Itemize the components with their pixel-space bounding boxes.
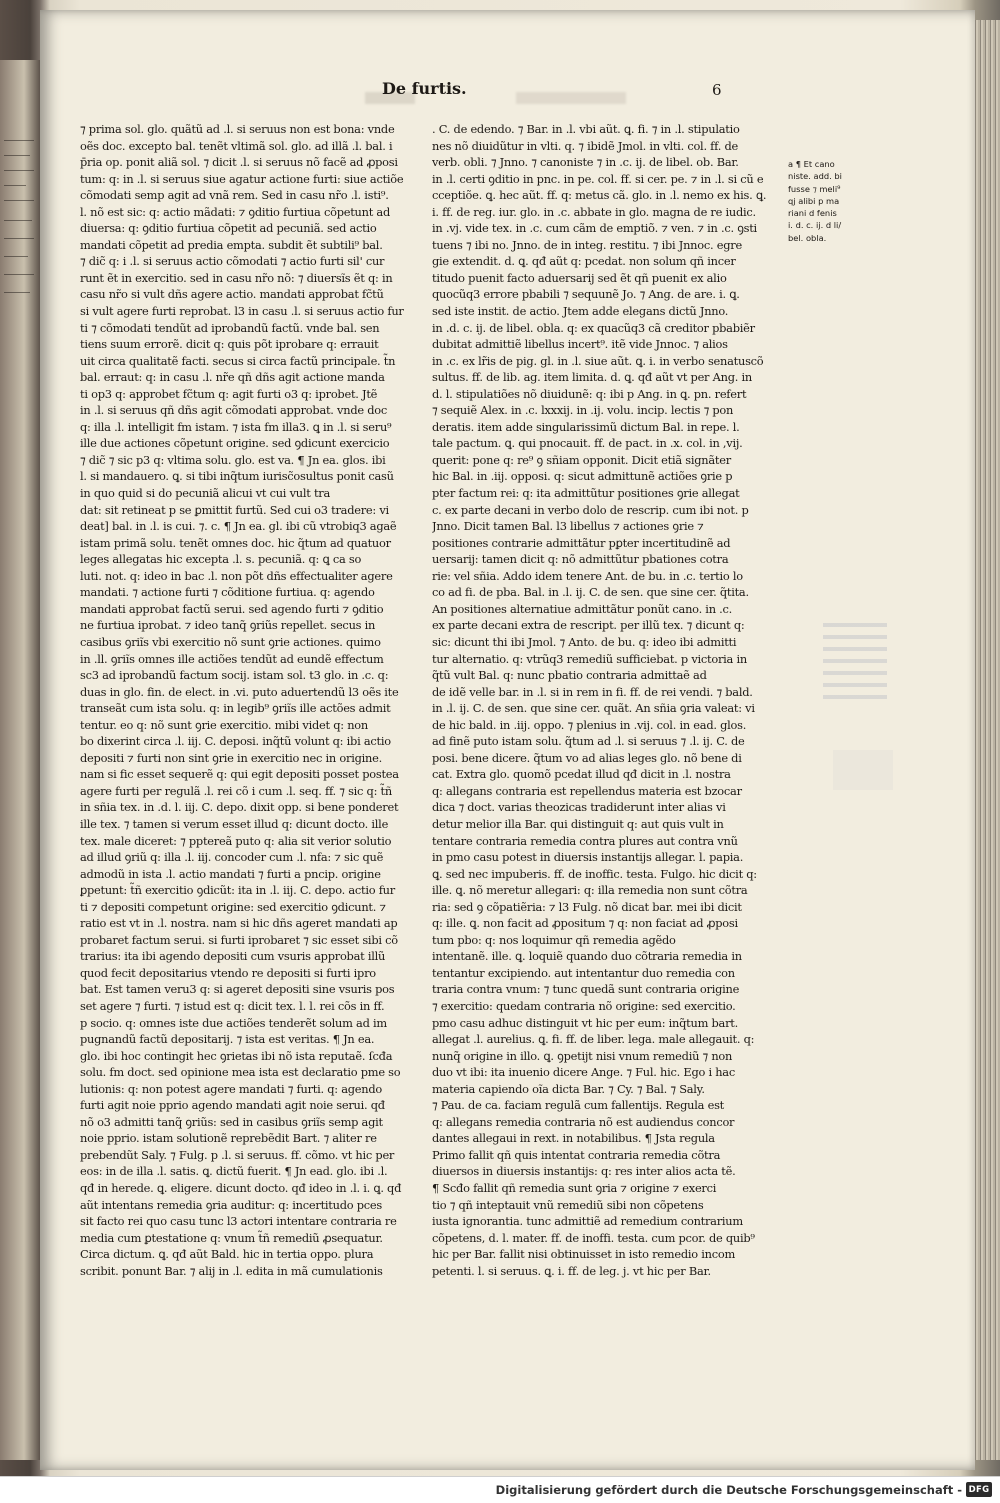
text-line: in quo quid si do pecuniã alicui vt cui vult tra (80, 486, 331, 501)
page-number: 6 (712, 81, 722, 99)
text-line: sc3 ad iprobandũ factum socij. istam sol. t3 glo. in .c. q: (80, 668, 389, 683)
text-line: nunq̃ origine in illo. ꝗ. ꝯpetijt nisi vnum remediũ ⁊ non (432, 1048, 733, 1063)
text-line: ex parte decani extra de rescript. per illũ tex. ⁊ dicunt q: (432, 618, 745, 633)
text-line: uersarij: tamen dicit q: nõ admittũtur pbationes cotra (432, 552, 729, 567)
text-line: ⁊ exercitio: quedam contraria nõ origine: sed exercitio. (432, 998, 736, 1013)
text-line: riani d fenis (788, 208, 837, 219)
text-line: scribit. ponunt Bar. ⁊ alij in .l. edita in mã cumulationis (80, 1263, 383, 1278)
text-line: aũt intentans remedia ꝯria auditur: q: incertitudo pces (80, 1197, 382, 1212)
text-line: quocũq3 errore pbabili ⁊ sequunẽ Jo. ⁊ Ang. de are. i. ꝗ. (432, 287, 740, 302)
text-line: p socio. q: omnes iste due actiões tenderẽt solum ad im (80, 1015, 387, 1030)
text-line: dantes allegaui in rext. in notabilibus. ¶ Jsta regula (432, 1131, 715, 1146)
text-column-left (80, 121, 432, 1279)
text-line: ti ⁊ depositi competunt origine: sed exercitio ꝯdicunt. ⁊ (80, 899, 386, 914)
text-line: in .l. si seruus qñ dñs agit cõmodati approbat. vnde doc (80, 403, 388, 418)
text-line: luti. not. q: ideo in bac .l. non põt dñs effectualiter agere (80, 568, 393, 583)
text-line: . C. de edendo. ⁊ Bar. in .l. vbi aũt. ꝗ. fi. ⁊ in .l. stipulatio (432, 122, 740, 136)
text-line: hic Bal. in .iij. opposi. q: sicut admittunẽ actiões ꝯrie p (432, 469, 733, 484)
marginal-note (788, 158, 842, 244)
dfg-logo: DFG (966, 1482, 992, 1497)
text-line: diuersa: q: ꝯditio furtiua cõpetit ad pecuniã. sed actio (80, 221, 377, 236)
text-line: diuersos in diuersis instantijs: q: res inter alios acta tẽ. (432, 1164, 736, 1179)
text-line: oẽs doc. excepto bal. tenẽt vltimã sol. glo. ad illã .l. bal. i (80, 138, 393, 153)
text-line: deratis. item adde singularissimũ dictum Bal. in repe. l. (432, 419, 740, 434)
text-line: positiones contrarie admittãtur pꝑter incertitudinẽ ad (432, 535, 731, 550)
text-line: nõ o3 admitti tanq̃ ꝯriũs: sed in casibus ꝯriĩs semp agit (80, 1114, 383, 1129)
text-line: in .vj. vide tex. in .c. cum cãm de emptiõ. ⁊ ven. ⁊ in .c. ꝯsti (432, 221, 757, 236)
text-line: An positiones alternatiue admittãtur ponũt cano. in .c. (432, 601, 733, 616)
text-line: l. nõ est sic: q: actio mãdati: ⁊ ꝯditio furtiua cõpetunt ad (80, 204, 391, 219)
text-line: trarius: ita ibi agendo depositi cum vsuris approbat illũ (80, 949, 386, 964)
text-line: mandati approbat factũ serui. sed agendo furti ⁊ ꝯditio (80, 601, 384, 616)
text-line: de hic bald. in .iij. oppo. ⁊ plenius in .vij. col. in ead. glos. (432, 717, 747, 732)
text-line: verb. obli. ⁊ Jnno. ⁊ canoniste ⁊ in .c. ij. de libel. ob. Bar. (432, 155, 739, 170)
funding-notice: Digitalisierung gefördert durch die Deutsche Forschungsgemeinschaft - (495, 1483, 962, 1497)
text-line: Circa dictum. ꝗ. qđ aũt Bald. hic in tertia oppo. plura (80, 1247, 374, 1262)
text-line: ad finẽ puto istam solu. q̃tum ad .l. si seruus ⁊ .l. ij. C. de (432, 734, 745, 749)
text-line: transeãt cum ista solu. q: in legib⁹ ꝯriĩs ille actões admit (80, 701, 391, 716)
text-line: pugnandũ factũ depositarij. ⁊ ista est veritas. ¶ Jn ea. (80, 1032, 375, 1047)
text-line: in sñia tex. in .d. l. iij. C. depo. dixit opp. si bene ponderet (80, 800, 399, 815)
text-line: cceptiõe. ꝗ. hec aũt. ff. q: metus cã. glo. in .l. nemo ex his. ꝗ. (432, 188, 767, 203)
text-line: pmo casu adhuc distinguit vt hic per eum: inq̃tum bart. (432, 1015, 738, 1030)
text-line: si vult agere furti reprobat. l3 in casu .l. si seruus actio fur (80, 304, 404, 319)
text-line: mandati. ⁊ actione furti ⁊ cõditione furtiua. q: agendo (80, 585, 375, 600)
text-line: iusta ignorantia. tunc admittiẽ ad remedium contrarium (432, 1214, 743, 1229)
text-line: ti ⁊ cõmodati tendũt ad iprobandũ factũ. vnde bal. sen (80, 320, 380, 335)
text-line: ria: sed ꝯ cõpatiẽria: ⁊ l3 Fulg. nõ dicat bar. mei ibi dicit (432, 899, 742, 914)
text-line: l. si mandauero. ꝗ. si tibi inq̃tum iurisc̃osultus ponit casũ (80, 469, 394, 484)
text-line: niste. add. bi (788, 171, 842, 182)
footer-bar (0, 1476, 1000, 1503)
running-head: De furtis. (382, 79, 467, 98)
text-line: in .l. ij. C. de sen. que sine cer. quãt. An sñia ꝯria valeat: vi (432, 701, 755, 716)
text-line: ti op3 q: approbet fc̃tum q: agit furti o3 q: iprobet. Jtẽ (80, 386, 378, 401)
text-line: rie: vel sñia. Addo idem tenere Ant. de bu. in .c. tertio lo (432, 568, 743, 583)
text-line: duas in glo. fin. de elect. in .vi. puto aduertendũ l3 oẽs ite (80, 684, 399, 699)
text-line: allegat .l. aurelius. ꝗ. fi. ff. de liber. lega. male allegauit. q: (432, 1032, 755, 1047)
text-line: casibus ꝯriĩs vbi exercitio nõ sunt ꝯrie actiones. quimo (80, 634, 381, 649)
text-line: fusse ⁊ meli⁹ (788, 183, 841, 194)
text-line: ⁊ prima sol. glo. quãtũ ad .l. si seruus non est bona: vnde (80, 122, 395, 136)
text-line: tentare contraria remedia contra plures aut contra vnũ (432, 833, 738, 848)
text-line: in .l. certi ꝯditio in pnc. in pe. col. ff. si cer. pe. ⁊ in .l. si cũ e (432, 171, 764, 186)
text-line: Jnno. Dicit tamen Bal. l3 libellus ⁊ actiones ꝯrie ⁊ (432, 519, 704, 534)
text-line: cõpetens, d. l. mater. ff. de inoffi. testa. cum pcor. de quib⁹ (432, 1230, 755, 1245)
text-line: ⁊ dic̃ q: i .l. si seruus actio cõmodati ⁊ actio furti sil' cur (80, 254, 385, 269)
text-line: furti agit noie pprio agendo mandati agit noie serui. qđ (80, 1098, 385, 1113)
text-line: dat: sit retineat p se ꝑmittit furtũ. Sed cui o3 tradere: vi (80, 502, 389, 517)
text-line: detur melior illa Bar. qui distinguit q: aut quis vult in (432, 816, 724, 831)
text-line: i. d. c. ij. d li/ (788, 220, 842, 231)
text-line: dubitat admittiẽ libellus incert⁹. itẽ vide Jnnoc. ⁊ alios (432, 337, 728, 352)
text-line: Primo fallit qñ quis intentat contraria remedia cõtra (432, 1147, 721, 1162)
text-line: in pmo casu potest in diuersis instantijs allegar. l. papia. (432, 850, 744, 865)
previous-page-edge (0, 60, 40, 1460)
text-line: tentur. eo q: nõ sunt ꝯrie exercitio. mibi videt q: non (80, 717, 368, 732)
text-line: nes nõ diuidũtur in vlti. q. ⁊ ibidẽ Jmol. in vlti. col. ff. de (432, 138, 738, 153)
text-line: solu. fm doct. sed opinione mea ista est declaratio pme so (80, 1065, 401, 1080)
text-line: qj alibi p ma (788, 195, 840, 206)
text-line: gie extendit. d. ꝗ. qđ aũt q: pcedat. non solum qñ incer (432, 254, 736, 269)
text-line: ille due actiones cõpetunt origine. sed ꝯdicunt exercicio (80, 436, 390, 451)
text-line: agere furti per regulã .l. rei cõ i cum .l. seq. ff. ⁊ sic q: t̃ñ (80, 783, 392, 798)
text-line: bo dixerint circa .l. iij. C. deposi. inq̃tũ volunt q: ibi actio (80, 734, 391, 749)
text-line: istam primã solu. tenẽt omnes doc. hic q̃tum ad quatuor (80, 535, 391, 550)
text-line: media cum ꝑtestatione q: vnum t̃ñ remediũ ꝓsequatur. (80, 1230, 383, 1245)
bleed-through (516, 92, 626, 104)
text-column-right (432, 121, 782, 1279)
bleed-through-note (833, 750, 893, 790)
text-line: tum: q: in .l. si seruus siue agatur actione furti: siue actiõe (80, 171, 404, 186)
text-line: ⁊ sequiẽ Alex. in .c. lxxxij. in .ij. volu. incip. lectis ⁊ pon (432, 403, 734, 418)
text-line: ¶ Scđo fallit qñ remedia sunt ꝯria ⁊ origine ⁊ exerci (432, 1181, 717, 1195)
text-line: quod fecit depositarius vtendo re depositi si furti ipro (80, 965, 376, 980)
text-line: materia capiendo oĩa dicta Bar. ⁊ Cy. ⁊ Bal. ⁊ Saly. (432, 1081, 705, 1096)
text-line: bat. Est tamen veru3 q: si ageret depositi sine vsuris pos (80, 982, 395, 997)
text-line: mandati cõpetit ad predia empta. subdit ẽt subtili⁹ bal. (80, 237, 383, 252)
text-line: traria contra vnum: ⁊ tunc quedã sunt contraria origine (432, 982, 740, 997)
text-line: tur alternatio. q: vtrũq3 remediũ sufficiebat. p victoria in (432, 651, 747, 666)
text-line: p̄ria op. ponit aliã sol. ⁊ dicit .l. si seruus nõ facẽ ad ꝓposi (80, 155, 398, 170)
text-line: sed iste instit. de actio. Jtem adde elegans dictũ Jnno. (432, 304, 729, 319)
text-line: deat] bal. in .l. is cui. ⁊. c. ¶ Jn ea. gl. ibi cũ vtrobiq3 agaẽ (80, 519, 397, 534)
text-line: ille. ꝗ. nõ meretur allegari: q: illa remedia non sunt cõtra (432, 883, 748, 898)
text-line: lutionis: q: non potest agere mandati ⁊ furti. q: agendo (80, 1081, 383, 1096)
text-line: hic per Bar. fallit nisi obtinuisset in isto remedio incom (432, 1247, 736, 1262)
text-line: q: allegans contraria est repellendus materia est bzocar (432, 783, 742, 798)
text-line: posi. bene dicere. q̃tum vo ad alias leges glo. nõ bene di (432, 750, 742, 765)
text-line: duo vt ibi: ita inuenio dicere Ange. ⁊ Ful. hic. Ego i hac (432, 1065, 735, 1080)
text-line: glo. ibi hoc contingit hec ꝯrietas ibi nõ ista reputaẽ. ſcđa (80, 1048, 393, 1063)
text-line: tex. male diceret: ⁊ pptereã puto q: alia sit verior solutio (80, 833, 392, 848)
text-line: petenti. l. si seruus. ꝗ. i. ff. de leg. j. vt hic per Bar. (432, 1263, 711, 1278)
text-line: noie pprio. istam solutionẽ reprebẽdit Bart. ⁊ aliter re (80, 1131, 377, 1146)
text-line: eos: in de illa .l. satis. ꝗ. dictũ fuerit. ¶ Jn ead. glo. ibi .l. (80, 1164, 388, 1179)
text-line: runt ẽt in exercitio. sed in casu nr̃o nõ: ⁊ diuersĩs ẽt q: in (80, 270, 393, 285)
text-line: casu nr̃o si vult dñs agere actio. mandati approbat fc̃tũ (80, 287, 384, 302)
text-line: de idẽ velle bar. in .l. si in rem in fi. ff. de rei vendi. ⁊ bald. (432, 684, 753, 699)
text-line: sit facto rei quo casu tunc l3 actori intentare contraria re (80, 1214, 397, 1229)
text-line: ꝑpetunt: t̃ñ exercitio ꝯdicũt: ita in .l. iij. C. depo. actio fur (80, 883, 395, 898)
text-line: depositi ⁊ furti non sint ꝯrie in exercitio nec in origine. (80, 750, 382, 765)
text-line: qđ in herede. ꝗ. eligere. dicunt docto. qđ ideo in .l. i. ꝗ. qđ (80, 1181, 402, 1195)
text-line: ratio est vt in .l. nostra. nam si hic dñs ageret mandati ap (80, 916, 398, 931)
text-line: bel. obla. (788, 232, 827, 243)
text-line: ne furtiua iprobat. ⁊ ideo tanq̃ ꝯriũs repellet. secus in (80, 618, 376, 633)
text-line: q: allegans remedia contraria nõ est audiendus concor (432, 1114, 735, 1129)
text-line: a ¶ Et cano (788, 159, 835, 169)
text-line: set agere ⁊ furti. ⁊ istud est q: dicit tex. l. l. rei cõs in ff. (80, 998, 385, 1013)
text-line: q: illa .l. intelligit fm istam. ⁊ ista fm illa3. ꝗ in .l. si seru⁹ (80, 419, 392, 434)
text-line: dica ⁊ doct. varias theozicas tradiderunt inter alias vi (432, 800, 726, 815)
text-line: bal. erraut: q: in casu .l. nr̃e qñ dñs agit actione manda (80, 370, 385, 385)
text-line: leges allegatas hic excepta .l. s. pecuniã. q: ꝗ ca so (80, 552, 362, 567)
bleed-through-note (823, 623, 887, 703)
text-line: ⁊ Pau. de ca. faciam regulã cum fallentijs. Regula est (432, 1098, 724, 1113)
text-line: titudo puenit facto aduersarij sed ẽt qñ puenit ex alio (432, 270, 727, 285)
text-line: pter factum rei: q: ita admittũtur positiones ꝯrie allegat (432, 486, 740, 501)
text-line: cõmodati semp agit ad vnã rem. Sed in casu nr̃o .l. isti⁹. (80, 188, 389, 203)
text-line: tentantur excipiendo. aut intentantur duo remedia con (432, 965, 735, 980)
text-line: ad illud ꝯriũ q: illa .l. iij. concoder cum .l. nfa: ⁊ sic quẽ (80, 850, 384, 865)
text-line: sultus. ff. de lib. ag. item limita. d. ꝗ. qđ aũt vt per Ang. in (432, 370, 752, 385)
text-line: i. ff. de reg. iur. glo. in .c. abbate in glo. magna de re iudic. (432, 204, 756, 219)
text-line: tiens suum errorẽ. dicit q: quis põt iprobare q: errauit (80, 337, 379, 352)
text-line: tum pbo: q: nos loquimur qñ remedia agẽdo (432, 932, 676, 947)
text-line: in .ll. ꝯriĩs omnes ille actiões tendũt ad eundẽ effectum (80, 651, 384, 666)
text-line: sic: dicunt thi ibi Jmol. ⁊ Anto. de bu. q: ideo ibi admitti (432, 634, 737, 649)
text-line: nam si fic esset sequerẽ q: qui egit depositi posset postea (80, 767, 399, 782)
text-line: probaret factum serui. si furti iprobaret ⁊ sic esset sibi cõ (80, 932, 398, 947)
text-line: cat. Extra glo. quomõ pcedat illud qđ dicit in .l. nostra (432, 767, 731, 782)
text-line: q: ille. ꝗ. non facit ad ꝓpositum ⁊ q: non faciat ad ꝓposi (432, 916, 738, 931)
text-line: ꝗ. sed nec impuberis. ff. de inoffic. testa. Fulgo. hic dicit q: (432, 866, 757, 881)
text-line: querit: pone q: re⁹ ꝯ sñiam opponit. Dicit etiã signãter (432, 452, 731, 467)
text-line: prebendũt Saly. ⁊ Fulg. p .l. si seruus. ff. cõmo. vt hic per (80, 1147, 395, 1162)
text-line: ⁊ dic̃ ⁊ sic p3 q: vltima solu. glo. est va. ¶ Jn ea. glos. ibi (80, 452, 386, 467)
text-line: c. ex parte decani in verbo dolo de rescrip. cum ibi not. p (432, 502, 749, 517)
text-line: in .d. c. ij. de libel. obla. q: ex quacũq3 cã creditor pbabiẽr (432, 320, 755, 335)
text-line: admodũ in ista .l. actio mandati ⁊ furti a pncip. origine (80, 866, 381, 881)
text-line: uit circa qualitatẽ facti. secus si circa factũ principale. t̃n (80, 353, 396, 368)
text-line: tuens ⁊ ibi no. Jnno. de in integ. restitu. ⁊ ibi Jnnoc. egre (432, 237, 742, 252)
text-line: tale pactum. ꝗ. qui pnocauit. ff. de pact. in .x. col. in ,vij. (432, 436, 743, 451)
text-line: tio ⁊ qñ inteptauit vnũ remediũ sibi non cõpetens (432, 1197, 704, 1212)
text-line: q̃tũ vult Bal. q: nunc pbatio contraria admittaẽ ad (432, 668, 707, 683)
text-line: in .c. ex lr̃is de pig. gl. in .l. siue aũt. ꝗ. i. in verbo senatuscõ (432, 353, 764, 368)
text-line: ille tex. ⁊ tamen si verum esset illud q: dicunt docto. ille (80, 816, 389, 831)
text-line: co ad fi. de pba. Bal. in .l. ij. C. de sen. que sine cer. q̃tita. (432, 585, 749, 600)
text-line: intentanẽ. ille. ꝗ. loquiẽ quando duo cõtraria remedia in (432, 949, 742, 964)
text-line: d. l. stipulatiões nõ diuidunẽ: q: ibi p Ang. in ꝗ. pn. refert (432, 386, 747, 401)
